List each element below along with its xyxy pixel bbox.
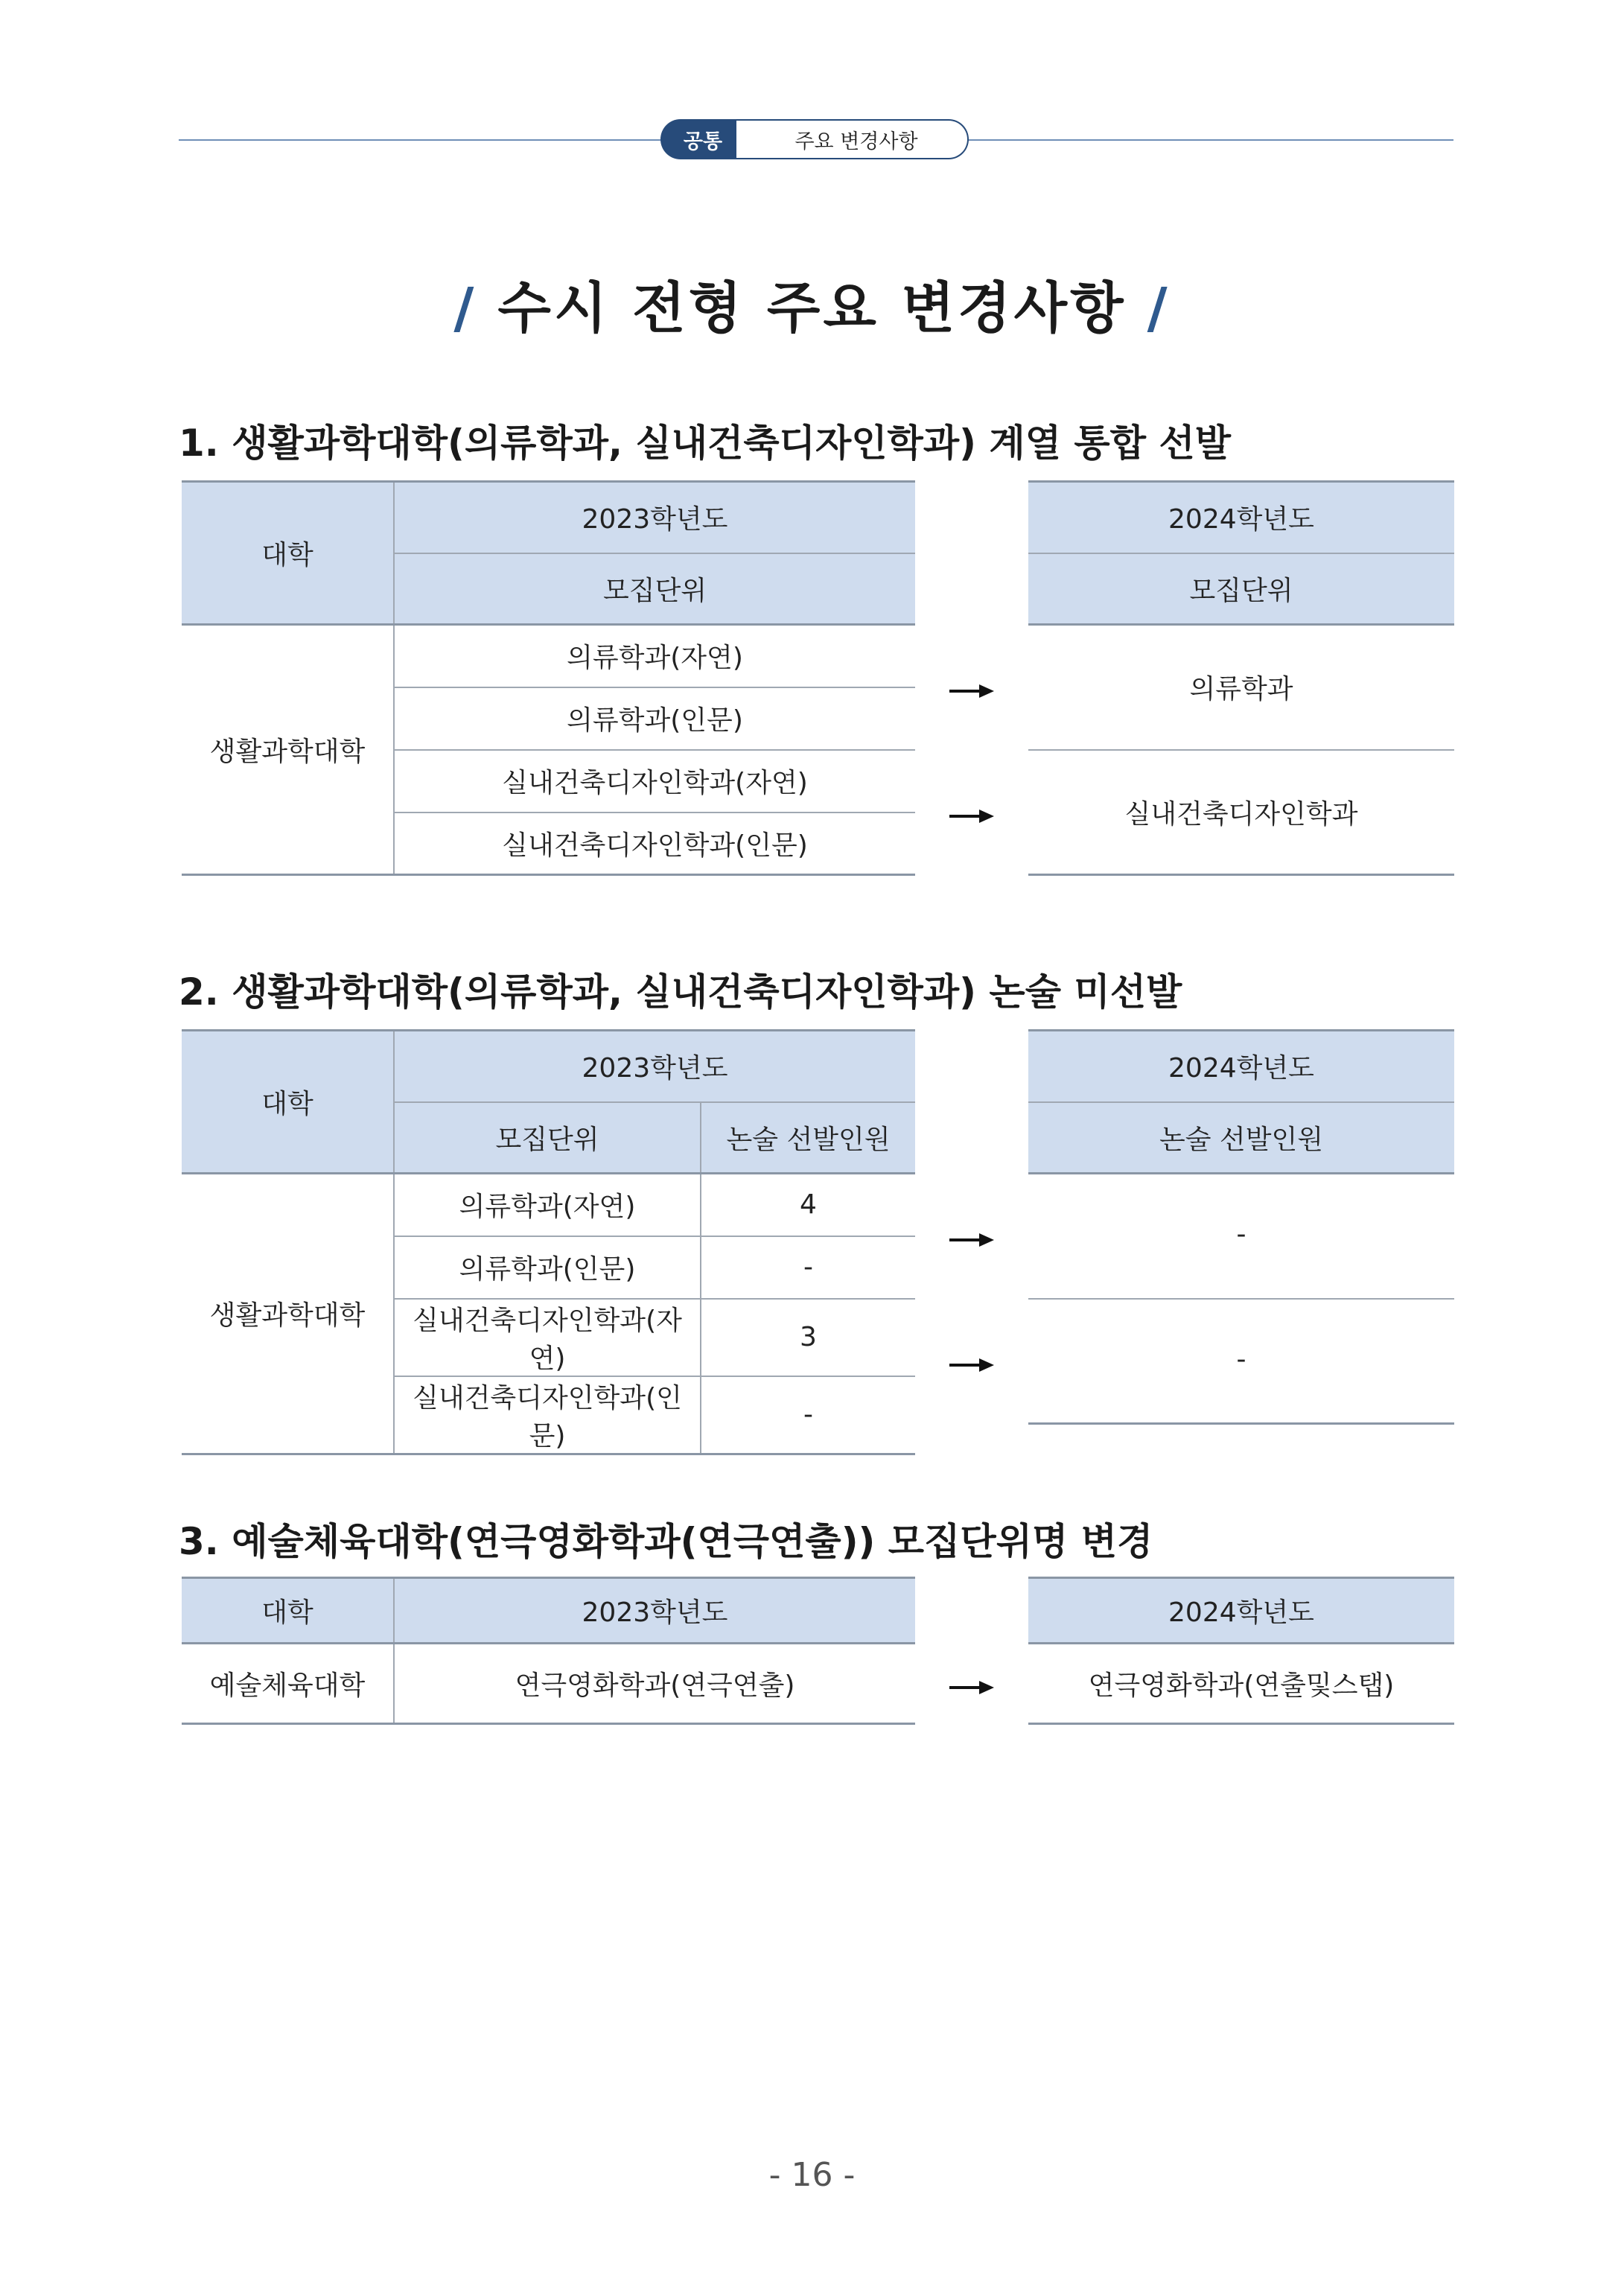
right-arrow-icon xyxy=(949,683,994,699)
right-arrow-icon xyxy=(949,1232,994,1248)
head-year-2023: 2023학년도 xyxy=(394,1578,915,1644)
head-unit: 모집단위 xyxy=(1028,553,1454,625)
title-slash-left: / xyxy=(453,276,477,340)
section-1-table-2024 xyxy=(1028,480,1454,876)
unit-cell: 실내건축디자인학과(자연) xyxy=(394,750,915,812)
unit-cell: 의류학과(인문) xyxy=(394,687,915,750)
count-cell: - xyxy=(701,1236,915,1299)
right-arrow-icon xyxy=(949,808,994,824)
head-college: 대학 xyxy=(182,1578,394,1644)
header-label: 주요 변경사항 xyxy=(795,130,918,153)
head-year-2024: 2024학년도 xyxy=(1028,1031,1454,1102)
section-2-table-2023 xyxy=(182,1029,915,1455)
head-year-2024: 2024학년도 xyxy=(1028,482,1454,553)
head-unit: 모집단위 xyxy=(394,1102,701,1174)
right-arrow-icon xyxy=(949,1357,994,1373)
head-year-2023: 2023학년도 xyxy=(394,1031,915,1102)
head-college: 대학 xyxy=(182,1031,394,1174)
title-slash-right: / xyxy=(1147,276,1171,340)
section-3-table-2024 xyxy=(1028,1577,1454,1725)
section-1-title: 1. 생활과학대학(의류학과, 실내건축디자인학과) 계열 통합 선발 xyxy=(179,422,1232,465)
head-college: 대학 xyxy=(182,482,394,625)
unit-cell: 실내건축디자인학과 xyxy=(1028,750,1454,875)
unit-cell: 실내건축디자인학과(인문) xyxy=(394,812,915,875)
section-3-table-2023 xyxy=(182,1577,915,1725)
header-label-box xyxy=(736,119,969,159)
page-title-text: 수시 전형 주요 변경사항 xyxy=(497,276,1127,340)
header-badge xyxy=(660,119,969,159)
unit-cell: 의류학과 xyxy=(1028,625,1454,750)
section-2-title: 2. 생활과학대학(의류학과, 실내건축디자인학과) 논술 미선발 xyxy=(179,970,1182,1014)
head-count: 논술 선발인원 xyxy=(701,1102,915,1174)
head-unit: 모집단위 xyxy=(394,553,915,625)
section-2-table-2024 xyxy=(1028,1029,1454,1425)
unit-cell: 연극영화학과(연극연출) xyxy=(394,1644,915,1724)
unit-cell: 실내건축디자인학과(자연) xyxy=(394,1299,701,1376)
unit-cell: 의류학과(자연) xyxy=(394,625,915,687)
header-tag: 공통 xyxy=(660,119,745,159)
section-1-table-2023 xyxy=(182,480,915,876)
page-number: - 16 - xyxy=(768,2156,856,2194)
unit-cell: 연극영화학과(연출및스탭) xyxy=(1028,1644,1454,1724)
college-cell: 생활과학대학 xyxy=(182,625,394,875)
unit-cell: 의류학과(인문) xyxy=(394,1236,701,1299)
college-cell: 생활과학대학 xyxy=(182,1174,394,1454)
count-cell: - xyxy=(1028,1299,1454,1424)
count-cell: 3 xyxy=(701,1299,915,1376)
count-cell: 4 xyxy=(701,1174,915,1236)
college-cell: 예술체육대학 xyxy=(182,1644,394,1724)
unit-cell: 실내건축디자인학과(인문) xyxy=(394,1376,701,1454)
head-count: 논술 선발인원 xyxy=(1028,1102,1454,1174)
unit-cell: 의류학과(자연) xyxy=(394,1174,701,1236)
count-cell: - xyxy=(1028,1174,1454,1299)
section-3-title: 3. 예술체육대학(연극영화학과(연극연출)) 모집단위명 변경 xyxy=(179,1520,1153,1563)
head-year-2024: 2024학년도 xyxy=(1028,1578,1454,1644)
head-year-2023: 2023학년도 xyxy=(394,482,915,553)
page-title xyxy=(0,264,1624,343)
right-arrow-icon xyxy=(949,1679,994,1696)
count-cell: - xyxy=(701,1376,915,1454)
